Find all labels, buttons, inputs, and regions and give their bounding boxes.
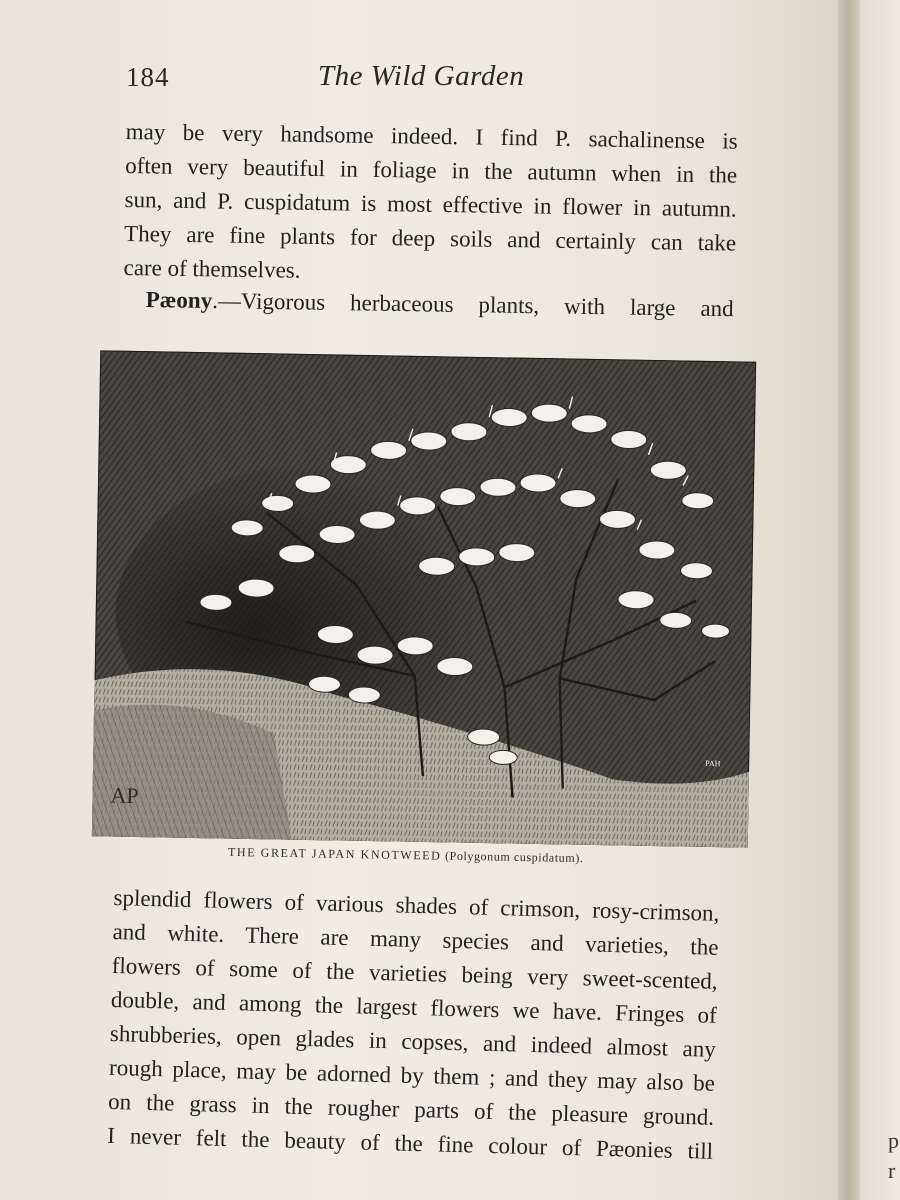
caption-title: THE GREAT JAPAN KNOTWEED [227,844,442,863]
text-line: sun, and P. cuspidatum is most effective in flower in autumn. [124,186,737,222]
text-line: They are fine plants for deep soils and certainly can take [123,220,737,256]
adjacent-page-edge [860,0,900,1200]
text-line: on the grass in the rougher parts of the pleasure ground. [107,1088,715,1130]
text-line: and white. There are many species and varieties, the [112,918,719,960]
text-line: care of themselves. [123,254,301,283]
text-line: double, and among the largest flowers we have. Fringes of [110,986,718,1028]
text-line: splendid flowers of various shades of crimson, rosy-crimson, [113,884,720,926]
figure-caption [228,845,584,866]
page-number: 184 [126,62,170,92]
paeony-intro-text: .—Vigorous herbaceous plants, with large and [211,288,734,322]
caption-latin-name: (Polygonum cuspidatum). [444,848,584,866]
text-line: I never felt the beauty of the fine colour of Pæonies till [107,1122,714,1164]
book-gutter [838,0,860,1200]
edge-letter: p [888,1128,899,1153]
text-line: flowers of some of the varieties being very sweet-scented, [111,952,718,994]
engraving-illustration [92,350,756,847]
text-line: may be very handsome indeed. I find P. sachalinense is [125,118,738,154]
paeony-heading: Pæony [145,286,213,314]
engraver-monogram: AP [110,782,139,809]
paragraph-paeony-body [107,881,720,1169]
paragraph-polygonum [123,115,738,295]
text-line: rough place, may be adorned by them ; and they may also be [108,1054,716,1096]
edge-letter: r [888,1158,896,1183]
running-title: The Wild Garden [318,60,525,92]
knotweed-engraving [92,350,756,847]
text-line: shrubberies, open glades in copses, and indeed almost any [109,1020,717,1062]
page-header [126,60,746,100]
text-line: often very beautiful in foliage in the autumn when in the [125,152,738,188]
engraver-mark: PAH [705,758,721,769]
